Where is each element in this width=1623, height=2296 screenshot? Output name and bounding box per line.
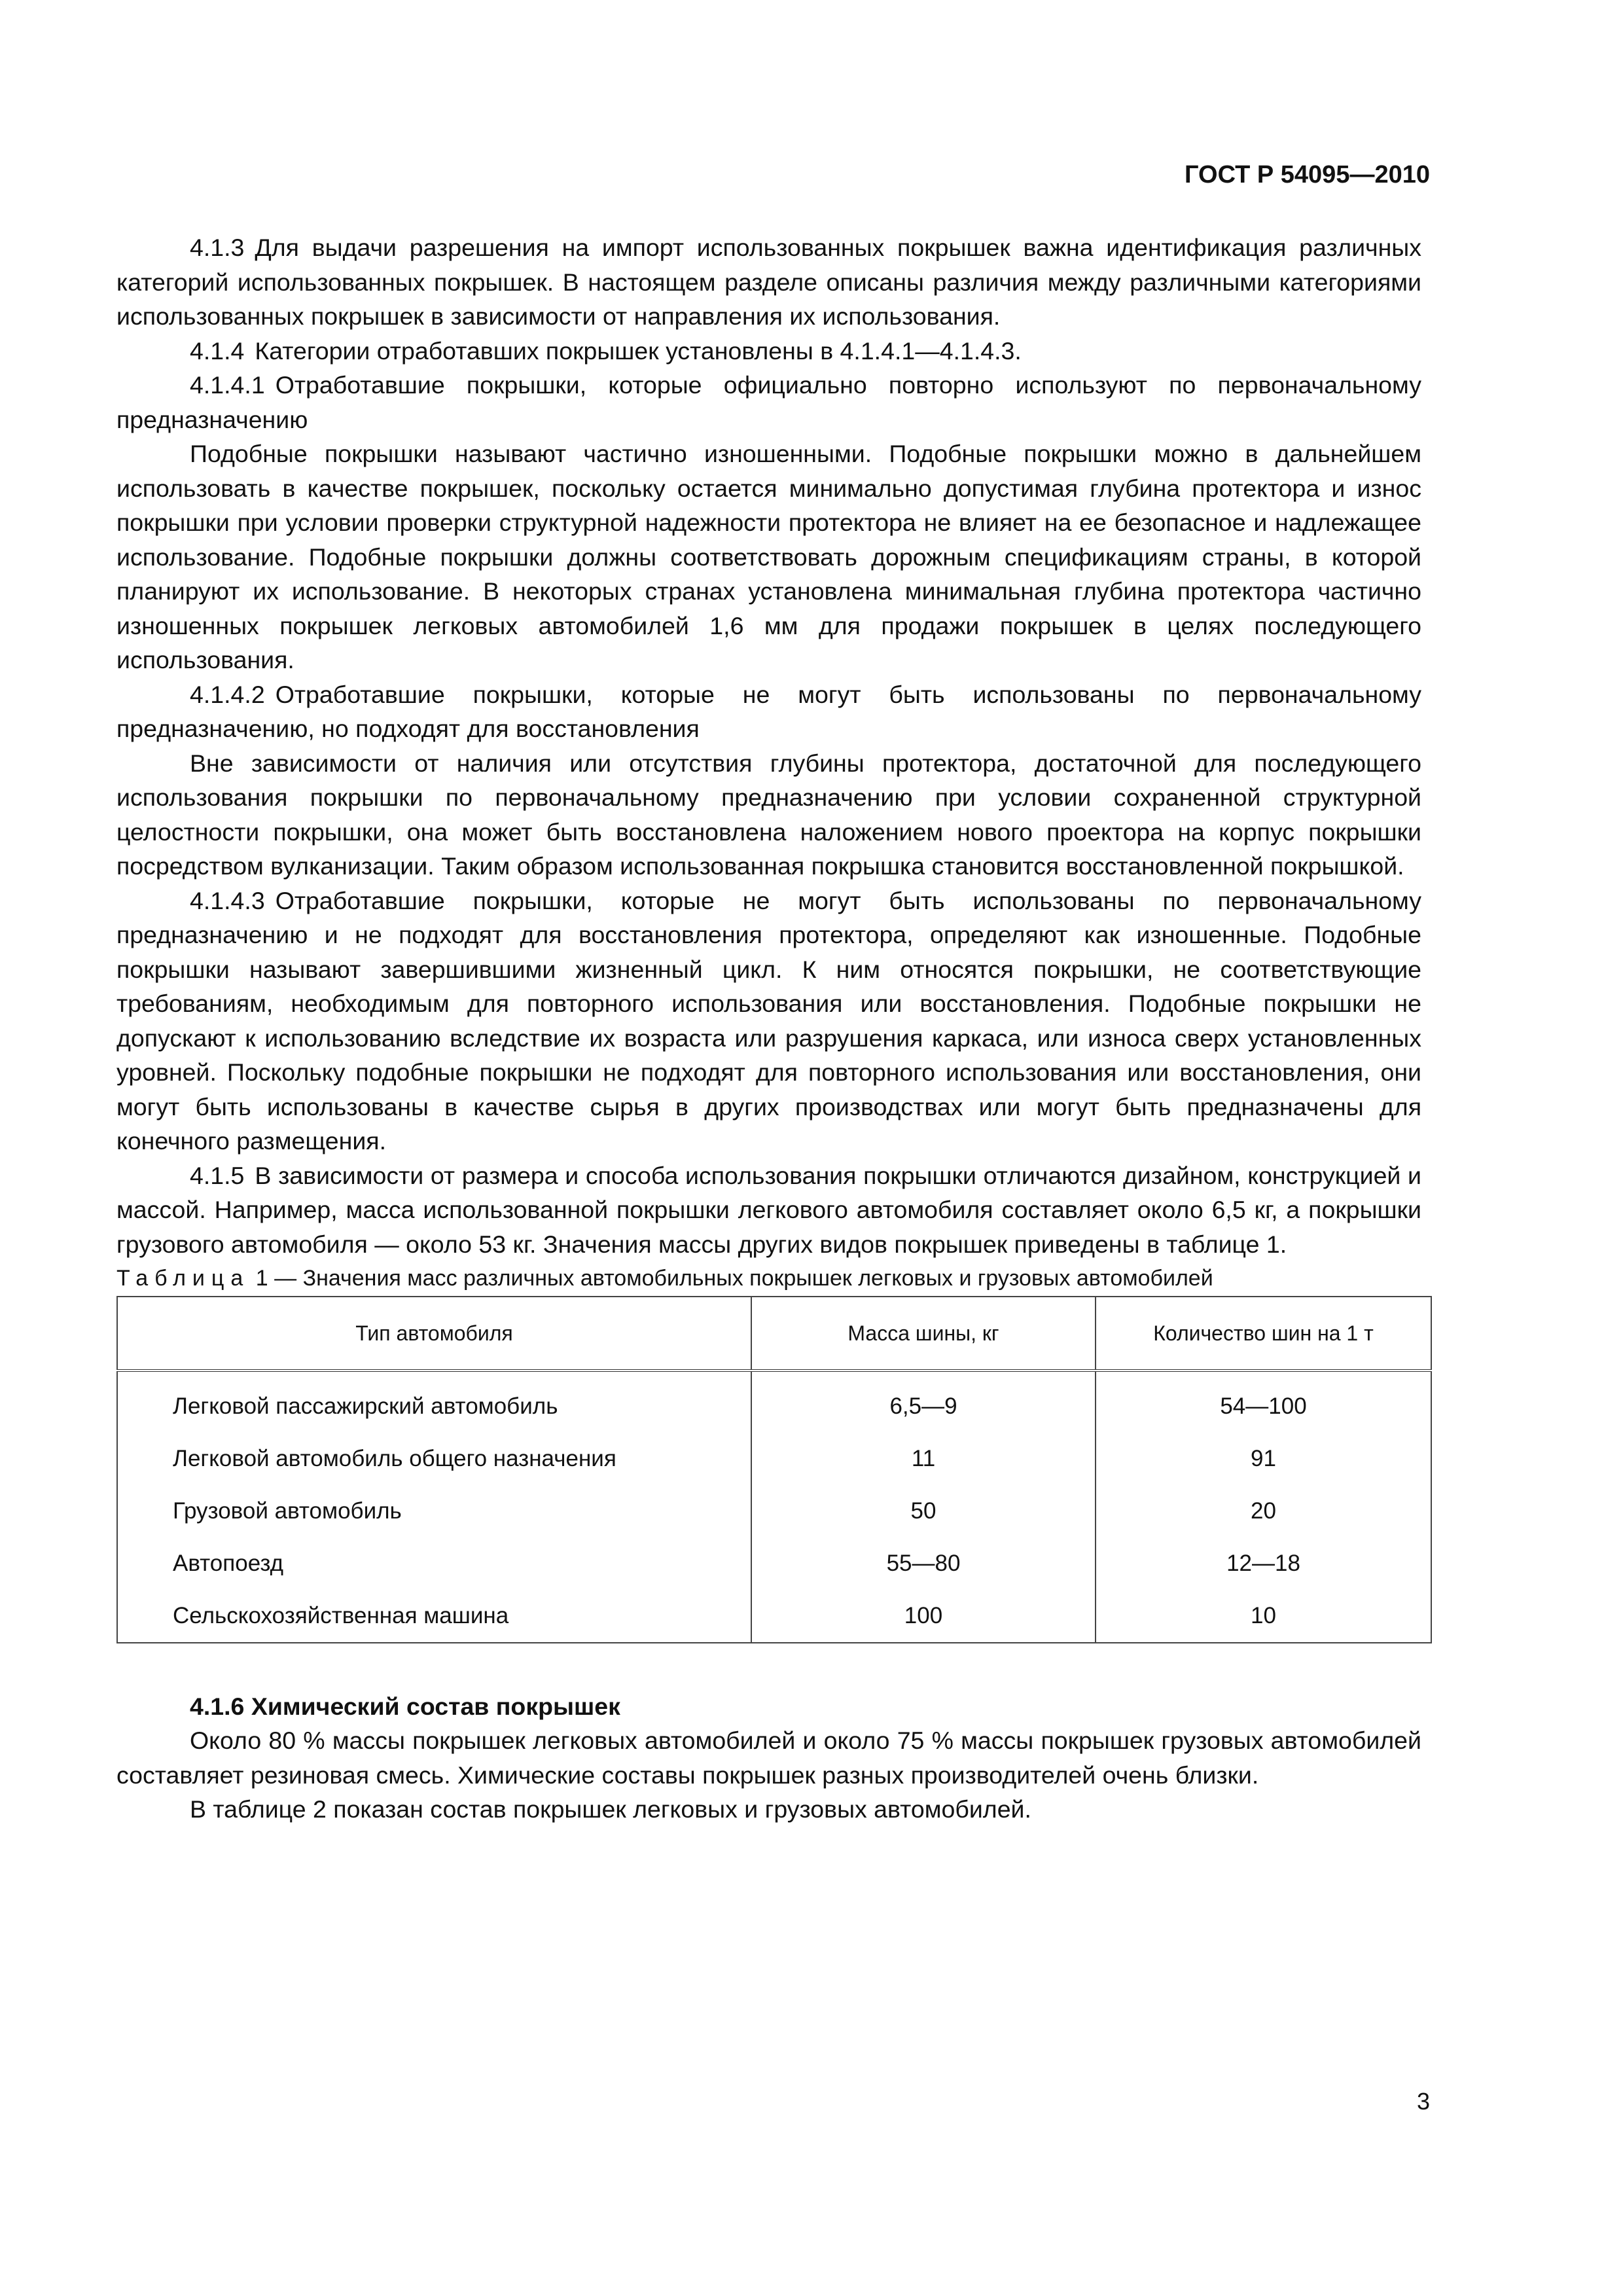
clause-number: 4.1.4.1 [190,371,265,399]
table-cell: 10 [1096,1590,1431,1643]
paragraph [116,1158,1421,1262]
clause-number: 4.1.4.2 [190,680,265,708]
document-code: ГОСТ Р 54095—2010 [1185,161,1430,188]
page-content [116,230,1421,1827]
column-header-tires-per-ton: Количество шин на 1 т [1096,1297,1431,1371]
paragraph [116,334,1421,368]
clause-number: 4.1.4.3 [190,886,265,914]
table-caption [116,1261,1421,1296]
table-row [117,1590,1431,1643]
table-cell: Автопоезд [117,1537,751,1590]
paragraph-text: Отработавшие покрышки, которые официально повторно используют по первоначальному предназначению [116,371,1421,433]
table-cell: 11 [751,1433,1096,1485]
table-cell: 91 [1096,1433,1431,1485]
tire-mass-table [116,1296,1432,1643]
clause-number: 4.1.3 [190,234,245,261]
column-header-tire-mass: Масса шины, кг [751,1297,1096,1371]
table-cell: 6,5—9 [751,1371,1096,1433]
page-number: 3 [1416,2088,1430,2115]
table-cell: Легковой автомобиль общего назначения [117,1433,751,1485]
table-row [117,1537,1431,1590]
table-row [117,1371,1431,1433]
paragraph-text: Вне зависимости от наличия или отсутствия глубины протектора, достаточной для последующего использования покрышки по первоначальному предназначению при условии сохраненной структурной целостности покрышки, она может быть восстановлена наложением нового проектора на корпус покрышки посредством вулканизации. Таким образом использованная покрышка становится восстановленной покрышкой. [116,749,1421,880]
table-cell: 12—18 [1096,1537,1431,1590]
table-row [117,1485,1431,1537]
paragraph [116,368,1421,437]
paragraph-text: Для выдачи разрешения на импорт использованных покрышек важна идентификация различных категорий использованных покрышек. В настоящем разделе описаны различия между различными категориями использованных покрышек в зависимости от направления их использования. [116,234,1421,330]
clause-number: 4.1.5 [190,1161,245,1189]
paragraph [116,884,1421,1158]
section-heading: 4.1.6 Химический состав покрышек [190,1692,620,1720]
paragraph [116,677,1421,746]
paragraph-text: Отработавшие покрышки, которые не могут быть использованы по первоначальному предназначению, но подходят для восстановления [116,680,1421,742]
paragraph: Около 80 % массы покрышек легковых автомобилей и около 75 % массы покрышек грузовых автомобилей составляет резиновая смесь. Химические составы покрышек разных производителей очень близки. [116,1727,1421,1789]
table-row [117,1433,1431,1485]
table-cell: 100 [751,1590,1096,1643]
paragraph-text: В зависимости от размера и способа использования покрышки отличаются дизайном, конструкцией и массой. Например, масса использованной покрышки легкового автомобиля составляет около 6,5 кг, а покрышки грузового автомобиля — около 53 кг. Значения массы других видов покрышек приведены в таблице 1. [116,1161,1421,1258]
table-cell: 50 [751,1485,1096,1537]
paragraph-text: Подобные покрышки называют частично изношенными. Подобные покрышки можно в дальнейшем использовать в качестве покрышек, поскольку остается минимально допустимая глубина протектора и износ покрышки при условии проверки структурной надежности протектора не влияет на ее безопасное и надлежащее использование. Подобные покрышки должны соответствовать дорожным спецификациям страны, в которой планируют их использование. В некоторых странах установлена минимальная глубина протектора частично изношенных покрышек легковых автомобилей 1,6 мм для продажи покрышек в целях последующего использования. [116,440,1421,673]
table-cell: Грузовой автомобиль [117,1485,751,1537]
paragraph [116,746,1421,884]
paragraph [116,230,1421,334]
paragraph [116,437,1421,677]
table-cell: Сельскохозяйственная машина [117,1590,751,1643]
clause-number: 4.1.4 [190,336,245,365]
table-cell: 20 [1096,1485,1431,1537]
table-header-row [117,1297,1431,1371]
paragraph-text: Отработавшие покрышки, которые не могут быть использованы по первоначальному предназначению и не подходят для восстановления протектора, определяют как изношенные. Подобные покрышки называют завершившими жизненный цикл. К ним относятся покрышки, не соответствующие требованиям, необходимым для повторного использования или восстановления. Подобные покрышки не допускают к использованию вследствие их возраста или разрушения каркаса, или износа сверх установленных уровней. Поскольку подобные покрышки не подходят для повторного использования или восстановления, они могут быть использованы в качестве сырья в других производствах или могут быть предназначены для конечного размещения. [116,886,1421,1155]
paragraph-text: Категории отработавших покрышек установлены в 4.1.4.1—4.1.4.3. [255,336,1022,365]
table-caption-text: 1 — Значения масс различных автомобильных покрышек легковых и грузовых автомобилей [255,1266,1213,1291]
table-cell: Легковой пассажирский автомобиль [117,1371,751,1433]
table-cell: 55—80 [751,1537,1096,1590]
column-header-vehicle-type: Тип автомобиля [117,1297,751,1371]
paragraph: В таблице 2 показан состав покрышек легковых и грузовых автомобилей. [190,1795,1031,1823]
table-cell: 54—100 [1096,1371,1431,1433]
table-caption-label: Таблица [116,1266,250,1291]
